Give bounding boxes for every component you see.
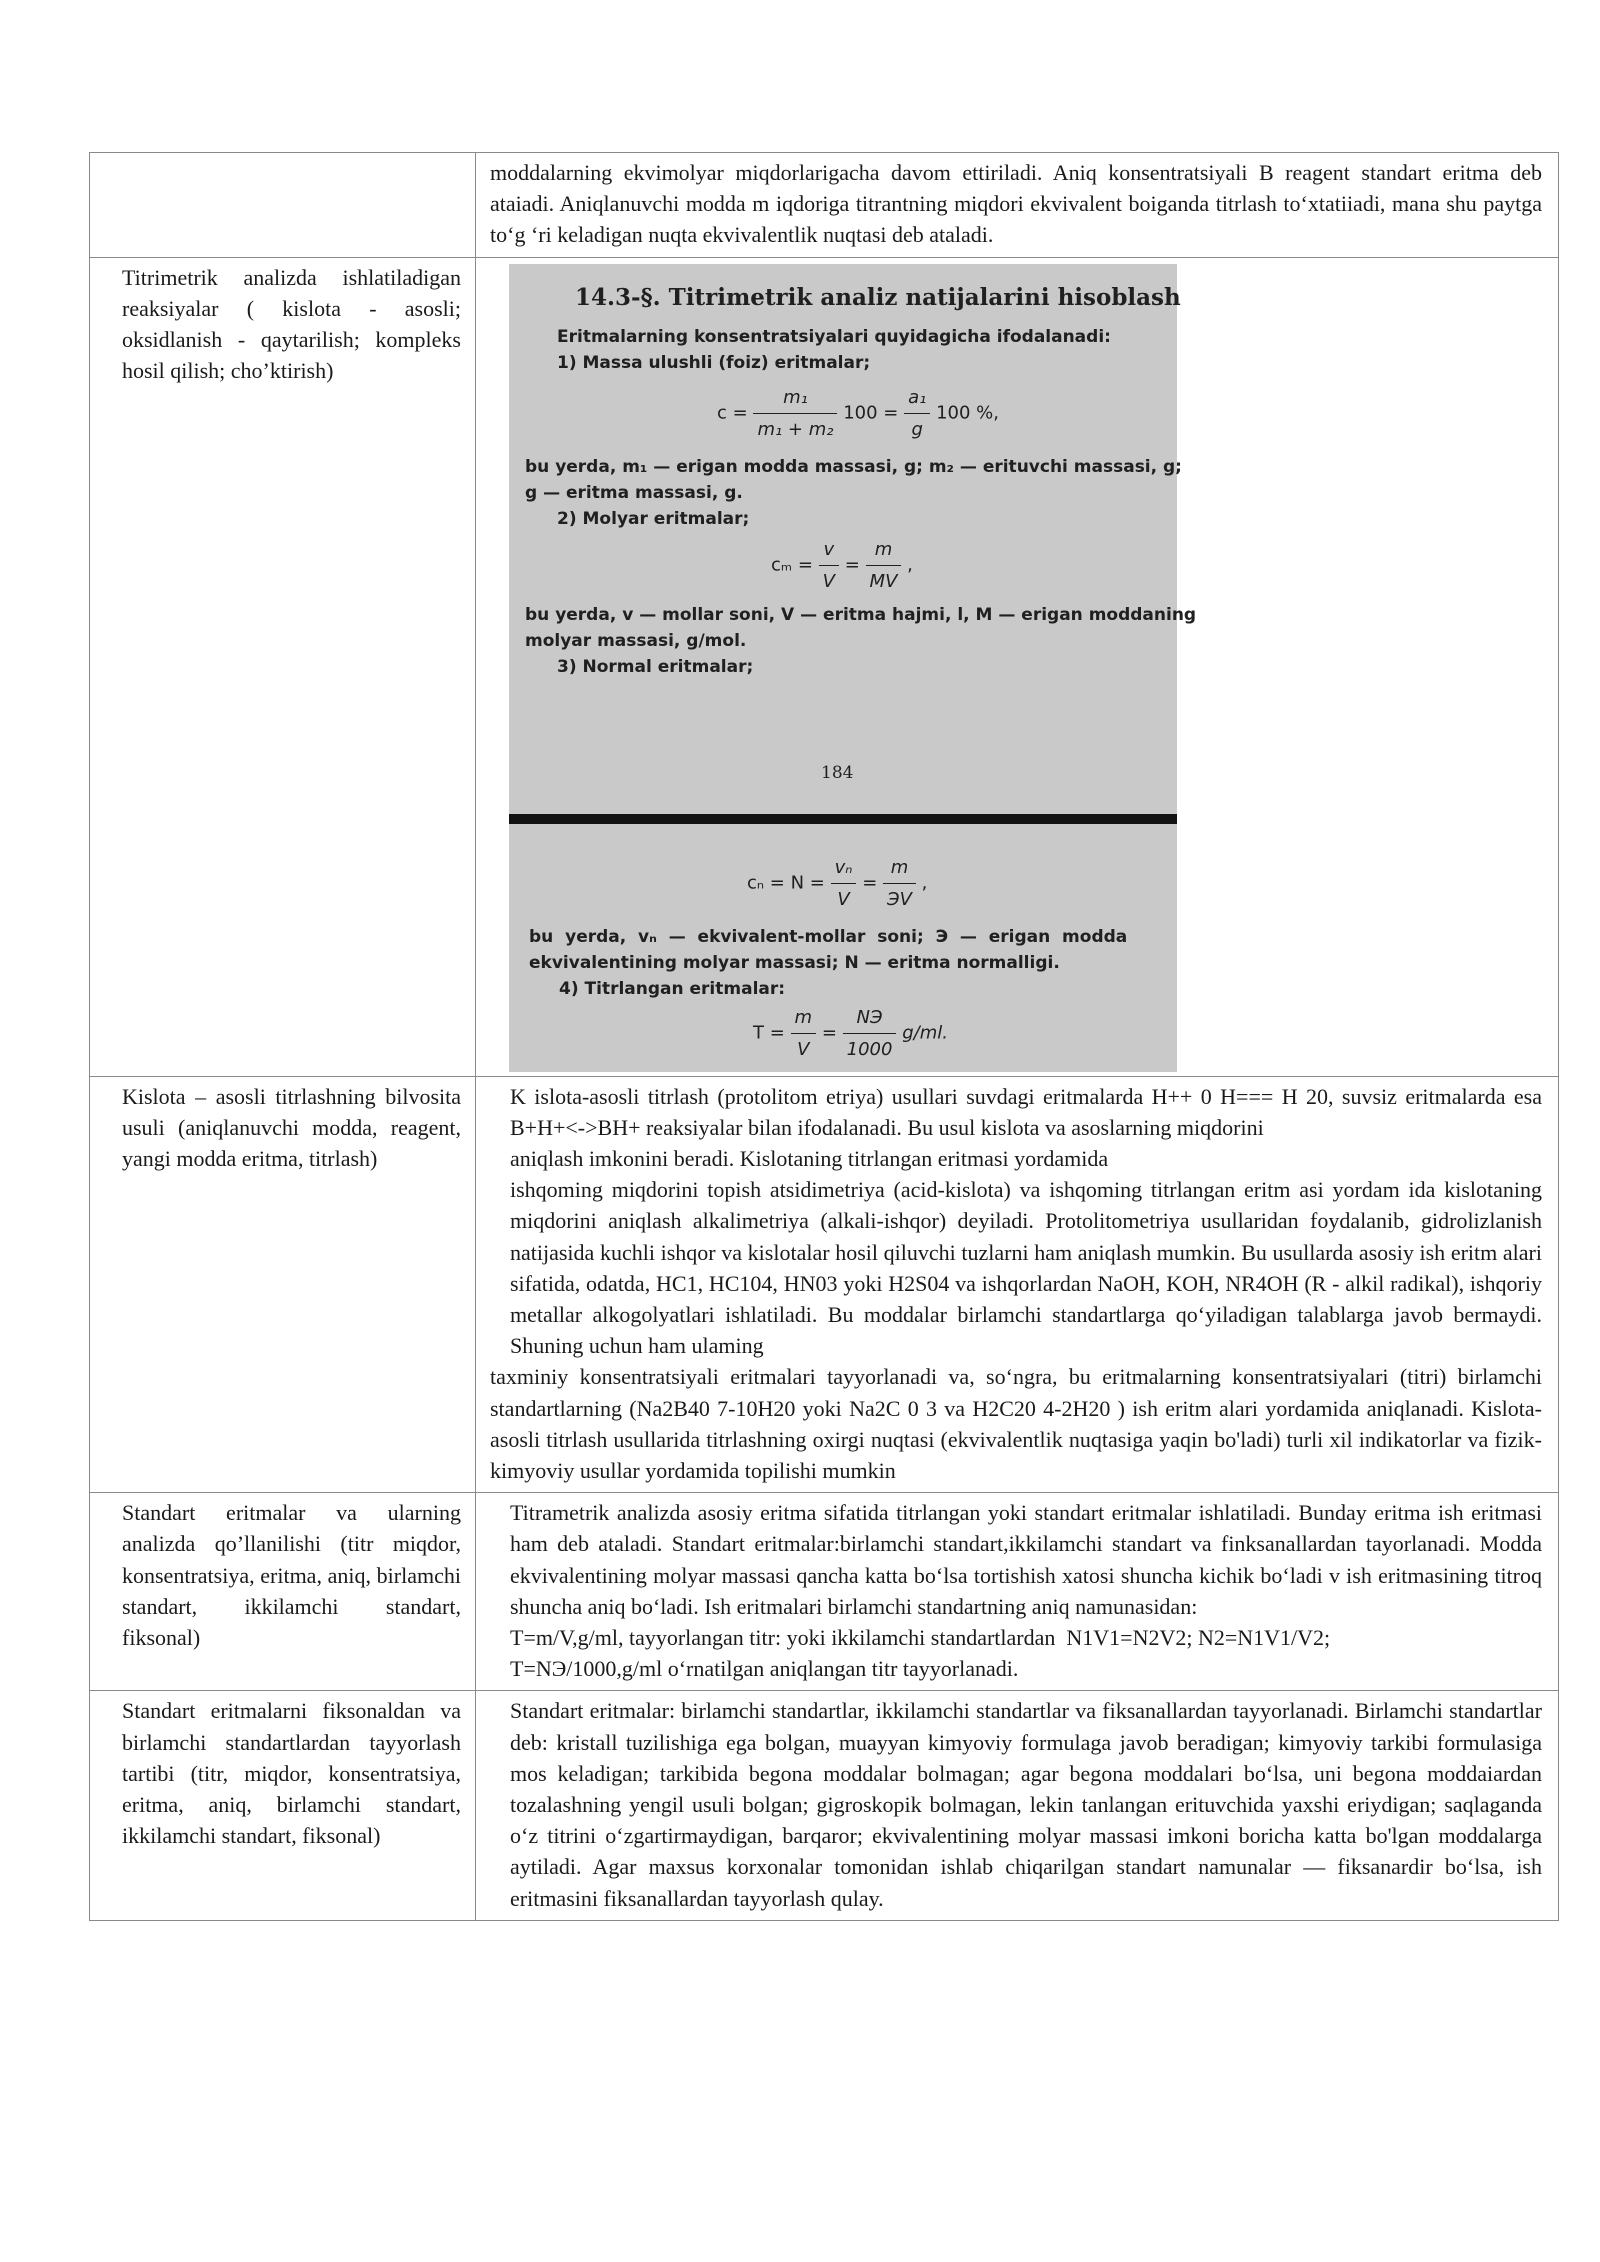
- paragraph: Titrametrik analizda asosiy eritma sifatida titrlangan yoki standart eritmalar ishlatiladi. Bunday eritma ish eritmasi ham deb ataladi. Standart eritmalar:birlamchi standart,ikkilamchi standart va finksanallardan tayorlanadi. Modda ekvivalentining molyar massasi qancha katta bo‘lsa tortishish xatosi shuncha kichik bo‘ladi v ish eritmasining titroq shuncha aniq bo‘ladi. Ish eritmalari birlamchi standartning aniq namunasidan:: [510, 1500, 1542, 1619]
- paragraph: taxminiy konsentratsiyali eritmalari tayyorlanadi va, so‘ngra, bu eritmalarning konsentratsiyalari (titri) birlamchi standartlarning (Na2B40 7-10H20 yoki Na2C 0 3 va H2C20 4-2H20 ) ish eritm alari yordamida aniqlanadi. Kislota-asosli titrlash usullarida titrlashning oxirgi nuqtasi (ekvivalentlik nuqtasiga yaqin bo'ladi) turli xil indikatorlar va fizik-kimyoviy usullar yordamida topilishi mumkin: [490, 1364, 1542, 1484]
- formula-rhs: ,: [921, 872, 928, 894]
- numerator: NЭ: [843, 1002, 897, 1034]
- fraction: [866, 534, 902, 597]
- paragraph: aniqlash imkonini beradi. Kislotaning titrlangan eritmasi yordamida: [510, 1146, 1109, 1172]
- row-topic-cell: Standart eritmalar va ularning analizda qo’llanilishi (titr miqdor, konsentratsiya, eritma, aniq, birlamchi standart, ikkilamchi standart, fiksonal): [90, 1493, 476, 1691]
- scan-definition: g — eritma massasi, g.: [525, 482, 743, 503]
- denominator: 1000: [846, 1038, 893, 1060]
- scan-definition: bu yerda, vₙ — ekvivalent-mollar soni; Э — erigan modda: [529, 926, 1128, 947]
- scan-definition: molyar massasi, g/mol.: [525, 630, 747, 651]
- paragraph: K islota-asosli titrlash (protolitom etriya) usullari suvdagi eritmalarda H++ 0 H=== H 20, suvsiz eritmalarda esa B+H+<->BH+ reaksiyalar bilan ifodalanadi. Bu usul kislota va asoslarning miqdorini: [510, 1083, 1542, 1140]
- indented-text-block: [490, 1081, 1542, 1362]
- numerator: m: [791, 1002, 817, 1034]
- fraction: [753, 382, 837, 445]
- fraction: [843, 1002, 897, 1065]
- row-content-cell: [476, 1076, 1559, 1493]
- formula-mid: =: [862, 872, 878, 894]
- table-row: [90, 1691, 1559, 1920]
- paragraph: T=m/V,g/ml, tayyorlangan titr: yoki ikkilamchi standartlardan N1V1=N2V2; N2=N1V1/V2;: [510, 1625, 1331, 1651]
- scan-definition: bu yerda, m₁ — erigan modda massasi, g; m₂ — erituvchi massasi, g;: [525, 456, 1182, 477]
- denominator: g: [911, 418, 923, 440]
- formula-lhs: T =: [753, 1022, 785, 1044]
- formula-mid: 100 =: [843, 402, 899, 424]
- table-row: [90, 153, 1559, 258]
- row-topic-cell: [90, 153, 476, 258]
- formula-titre: [753, 1002, 948, 1065]
- denominator: ЭV: [887, 888, 912, 910]
- formula-lhs: c =: [717, 402, 748, 424]
- formula-rhs: 100 %,: [936, 402, 999, 424]
- numerator: m: [866, 534, 902, 566]
- row-topic-cell: Kislota – asosli titrlashning bilvosita usuli (aniqlanuvchi modda, reagent, yangi modda eritma, titrlash): [90, 1076, 476, 1493]
- page-break-bar: [509, 814, 1177, 824]
- scan-item-2: 2) Molyar eritmalar;: [557, 508, 750, 529]
- formula-mass-fraction: [717, 382, 999, 445]
- row-topic-cell: Standart eritmalarni fiksonaldan va birlamchi standartlardan tayyorlash tartibi (titr, miqdor, konsentratsiya, eritma, aniq, birlamchi standart, ikkilamchi standart, fiksonal): [90, 1691, 476, 1920]
- numerator: m: [883, 852, 916, 884]
- row-content-cell: [476, 153, 1559, 258]
- paragraph: T=NЭ/1000,g/ml o‘rnatilgan aniqlangan titr tayyorlanadi.: [510, 1656, 1019, 1682]
- scan-item-1: 1) Massa ulushli (foiz) eritmalar;: [557, 352, 871, 373]
- numerator: m₁: [753, 382, 837, 414]
- paragraph: moddalarning ekvimolyar miqdorlarigacha davom ettiriladi. Aniq konsentratsiyali B reagent standart eritma deb ataiadi. Aniqlanuvchi modda m iqdoriga titrantning miqdori ekvivalent boiganda titrlash to‘xtatiiadi, mana shu paytga to‘g ‘ri keladigan nuqta ekvivalentlik nuqtasi deb ataladi.: [490, 160, 1542, 248]
- denominator: V: [822, 570, 835, 592]
- formula-lhs: cₙ = N =: [747, 872, 825, 894]
- indented-text-block: [490, 1695, 1542, 1913]
- fraction: [831, 852, 857, 915]
- formula-lhs: cₘ =: [771, 554, 813, 576]
- fraction: [819, 534, 839, 597]
- numerator: a₁: [904, 382, 930, 414]
- content-table: [89, 152, 1559, 1921]
- denominator: V: [837, 888, 850, 910]
- fraction: [883, 852, 916, 915]
- numerator: vₙ: [831, 852, 857, 884]
- fraction: [791, 1002, 817, 1065]
- textbook-scan-figure: [509, 264, 1197, 1072]
- scan-definition: bu yerda, v — mollar soni, V — eritma hajmi, l, M — erigan moddaning: [525, 604, 1197, 625]
- scan-item-3: 3) Normal eritmalar;: [557, 656, 754, 677]
- paragraph: ishqoming miqdorini topish atsidimetriya (acid-kislota) va ishqoming titrlangan eritm asi yordam ida kislotaning miqdorini aniqlash alkalimetriya (alkali-ishqor) deyiladi. Protolitometriya usullaridan foydalanib, gidrolizlanish natijasida kuchli ishqor va kislotalar hosil qiluvchi tuzlarni ham aniqlash mumkin. Bu usullarda asosiy ish eritm alari sifatida, odatda, HC1, HC104, HN03 yoki H2S04 va ishqorlardan NaOH, KOH, NR4OH (R - alkil radikal), ishqoriy metallar alkogolyatlari ishlatiladi. Bu moddalar birlamchi standartlarga qo‘yiladigan talablarga javob bermaydi. Shuning uchun ham ulaming: [510, 1177, 1542, 1359]
- formula-rhs: g/ml.: [902, 1022, 948, 1044]
- denominator: m₁ + m₂: [757, 418, 834, 440]
- row-content-cell: [476, 1493, 1559, 1691]
- formula-normal: [747, 852, 927, 915]
- table-row: [90, 1076, 1559, 1493]
- table-row: [90, 1493, 1559, 1691]
- formula-mid: =: [844, 554, 860, 576]
- paragraph: Standart eritmalar: birlamchi standartlar, ikkilamchi standartlar va fiksanallardan tayyorlanadi. Birlamchi standartlar deb: kristall tuzilishiga ega bolgan, muayyan kimyoviy formulaga javob beradigan; kimyoviy tarkibi formulasiga mos keladigan; tarkibida begona moddalar bolmagan; agar begona moddalari bo‘lsa, uni begona moddaiardan tozalashning yengil usuli bolgan; gigroskopik bolmagan, lekin tanlangan erituvchida yaxshi eriydigan; saqlaganda o‘z titrini o‘zgartirmaydigan, barqaror; ekvivalentining molyar massasi imkoni boricha katta bo'lgan moddalarga aytiladi. Agar maxsus korxonalar tomonidan ishlab chiqarilgan standart namunalar — fiksanardir bo‘lsa, ish eritmasini fiksanallardan tayyorlash qulay.: [510, 1698, 1542, 1911]
- formula-rhs: ,: [907, 554, 913, 576]
- fraction: [904, 382, 930, 445]
- row-content-cell: [476, 257, 1559, 1076]
- indented-text-block: [490, 1497, 1542, 1684]
- page-number: 184: [821, 762, 854, 783]
- row-content-cell: [476, 1691, 1559, 1920]
- formula-mid: =: [821, 1022, 837, 1044]
- table-row: [90, 257, 1559, 1076]
- scan-heading: 14.3-§. Titrimetrik analiz natijalarini hisoblash: [575, 283, 1181, 311]
- formula-molar: [771, 534, 913, 597]
- numerator: v: [819, 534, 839, 566]
- row-topic-cell: Titrimetrik analizda ishlatiladigan reaksiyalar ( kislota - asosli; oksidlanish - qaytarilish; kompleks hosil qilish; cho’ktirish): [90, 257, 476, 1076]
- denominator: V: [797, 1038, 810, 1060]
- denominator: MV: [869, 570, 898, 592]
- scan-definition: ekvivalentining molyar massasi; N — eritma normalligi.: [529, 952, 1060, 973]
- scan-intro: Eritmalarning konsentratsiyalari quyidagicha ifodalanadi:: [557, 326, 1111, 347]
- scan-item-4: 4) Titrlangan eritmalar:: [559, 978, 786, 999]
